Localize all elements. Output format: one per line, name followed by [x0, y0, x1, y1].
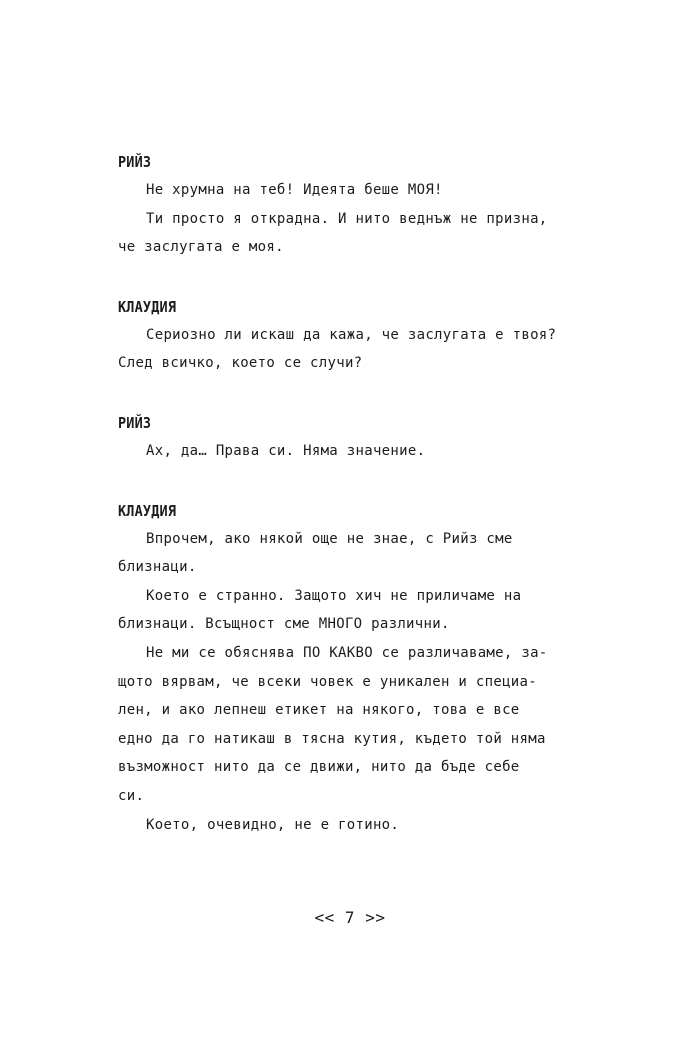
dialogue-line: След всичко, което се случи?: [118, 355, 363, 372]
speaker-name: РИЙЗ: [118, 153, 152, 171]
page-number: << 7 >>: [314, 908, 386, 927]
dialogue-block: [118, 148, 588, 262]
dialogue-line: близнаци.: [118, 559, 197, 576]
dialogue-line: Впрочем, ако някой още не знае, с Рийз сме: [146, 530, 513, 547]
dialogue-line: възможност нито да се движи, нито да бъде себе: [118, 759, 520, 776]
speaker-name: КЛАУДИЯ: [118, 501, 177, 520]
dialogue-line: Не ми се обяснява ПО КАКВО се различаваме, за-: [146, 644, 548, 661]
dialogue-line: едно да го натикаш в тясна кутия, където той няма: [118, 730, 546, 747]
script-page: [118, 148, 588, 870]
dialogue-line: Не хрумна на теб! Идеята беше МОЯ!: [146, 182, 443, 198]
speaker-name: КЛАУДИЯ: [118, 297, 177, 316]
speaker-name: РИЙЗ: [118, 413, 152, 432]
dialogue-line: щото вярвам, че всеки човек е уникален и специа-: [118, 673, 537, 690]
dialogue-line: Ах, да… Права си. Няма значение.: [146, 442, 426, 459]
dialogue-line: си.: [118, 787, 145, 804]
dialogue-line: лен, и ако лепнеш етикет на някого, това е все: [118, 702, 520, 719]
dialogue-line: Сериозно ли искаш да кажа, че заслугата е твоя?: [146, 326, 557, 343]
dialogue-block: [118, 293, 588, 378]
dialogue-line: близнаци. Всъщност сме МНОГО различни.: [118, 616, 450, 633]
dialogue-line: Което, очевидно, не е готино.: [146, 816, 400, 833]
dialogue-line: Което е странно. Защото хич не приличаме на: [146, 587, 522, 604]
dialogue-block: [118, 497, 588, 840]
dialogue-line: че заслугата е моя.: [118, 239, 284, 256]
dialogue-line: Ти просто я открадна. И нито веднъж не призна,: [146, 210, 548, 227]
dialogue-block: [118, 409, 588, 466]
